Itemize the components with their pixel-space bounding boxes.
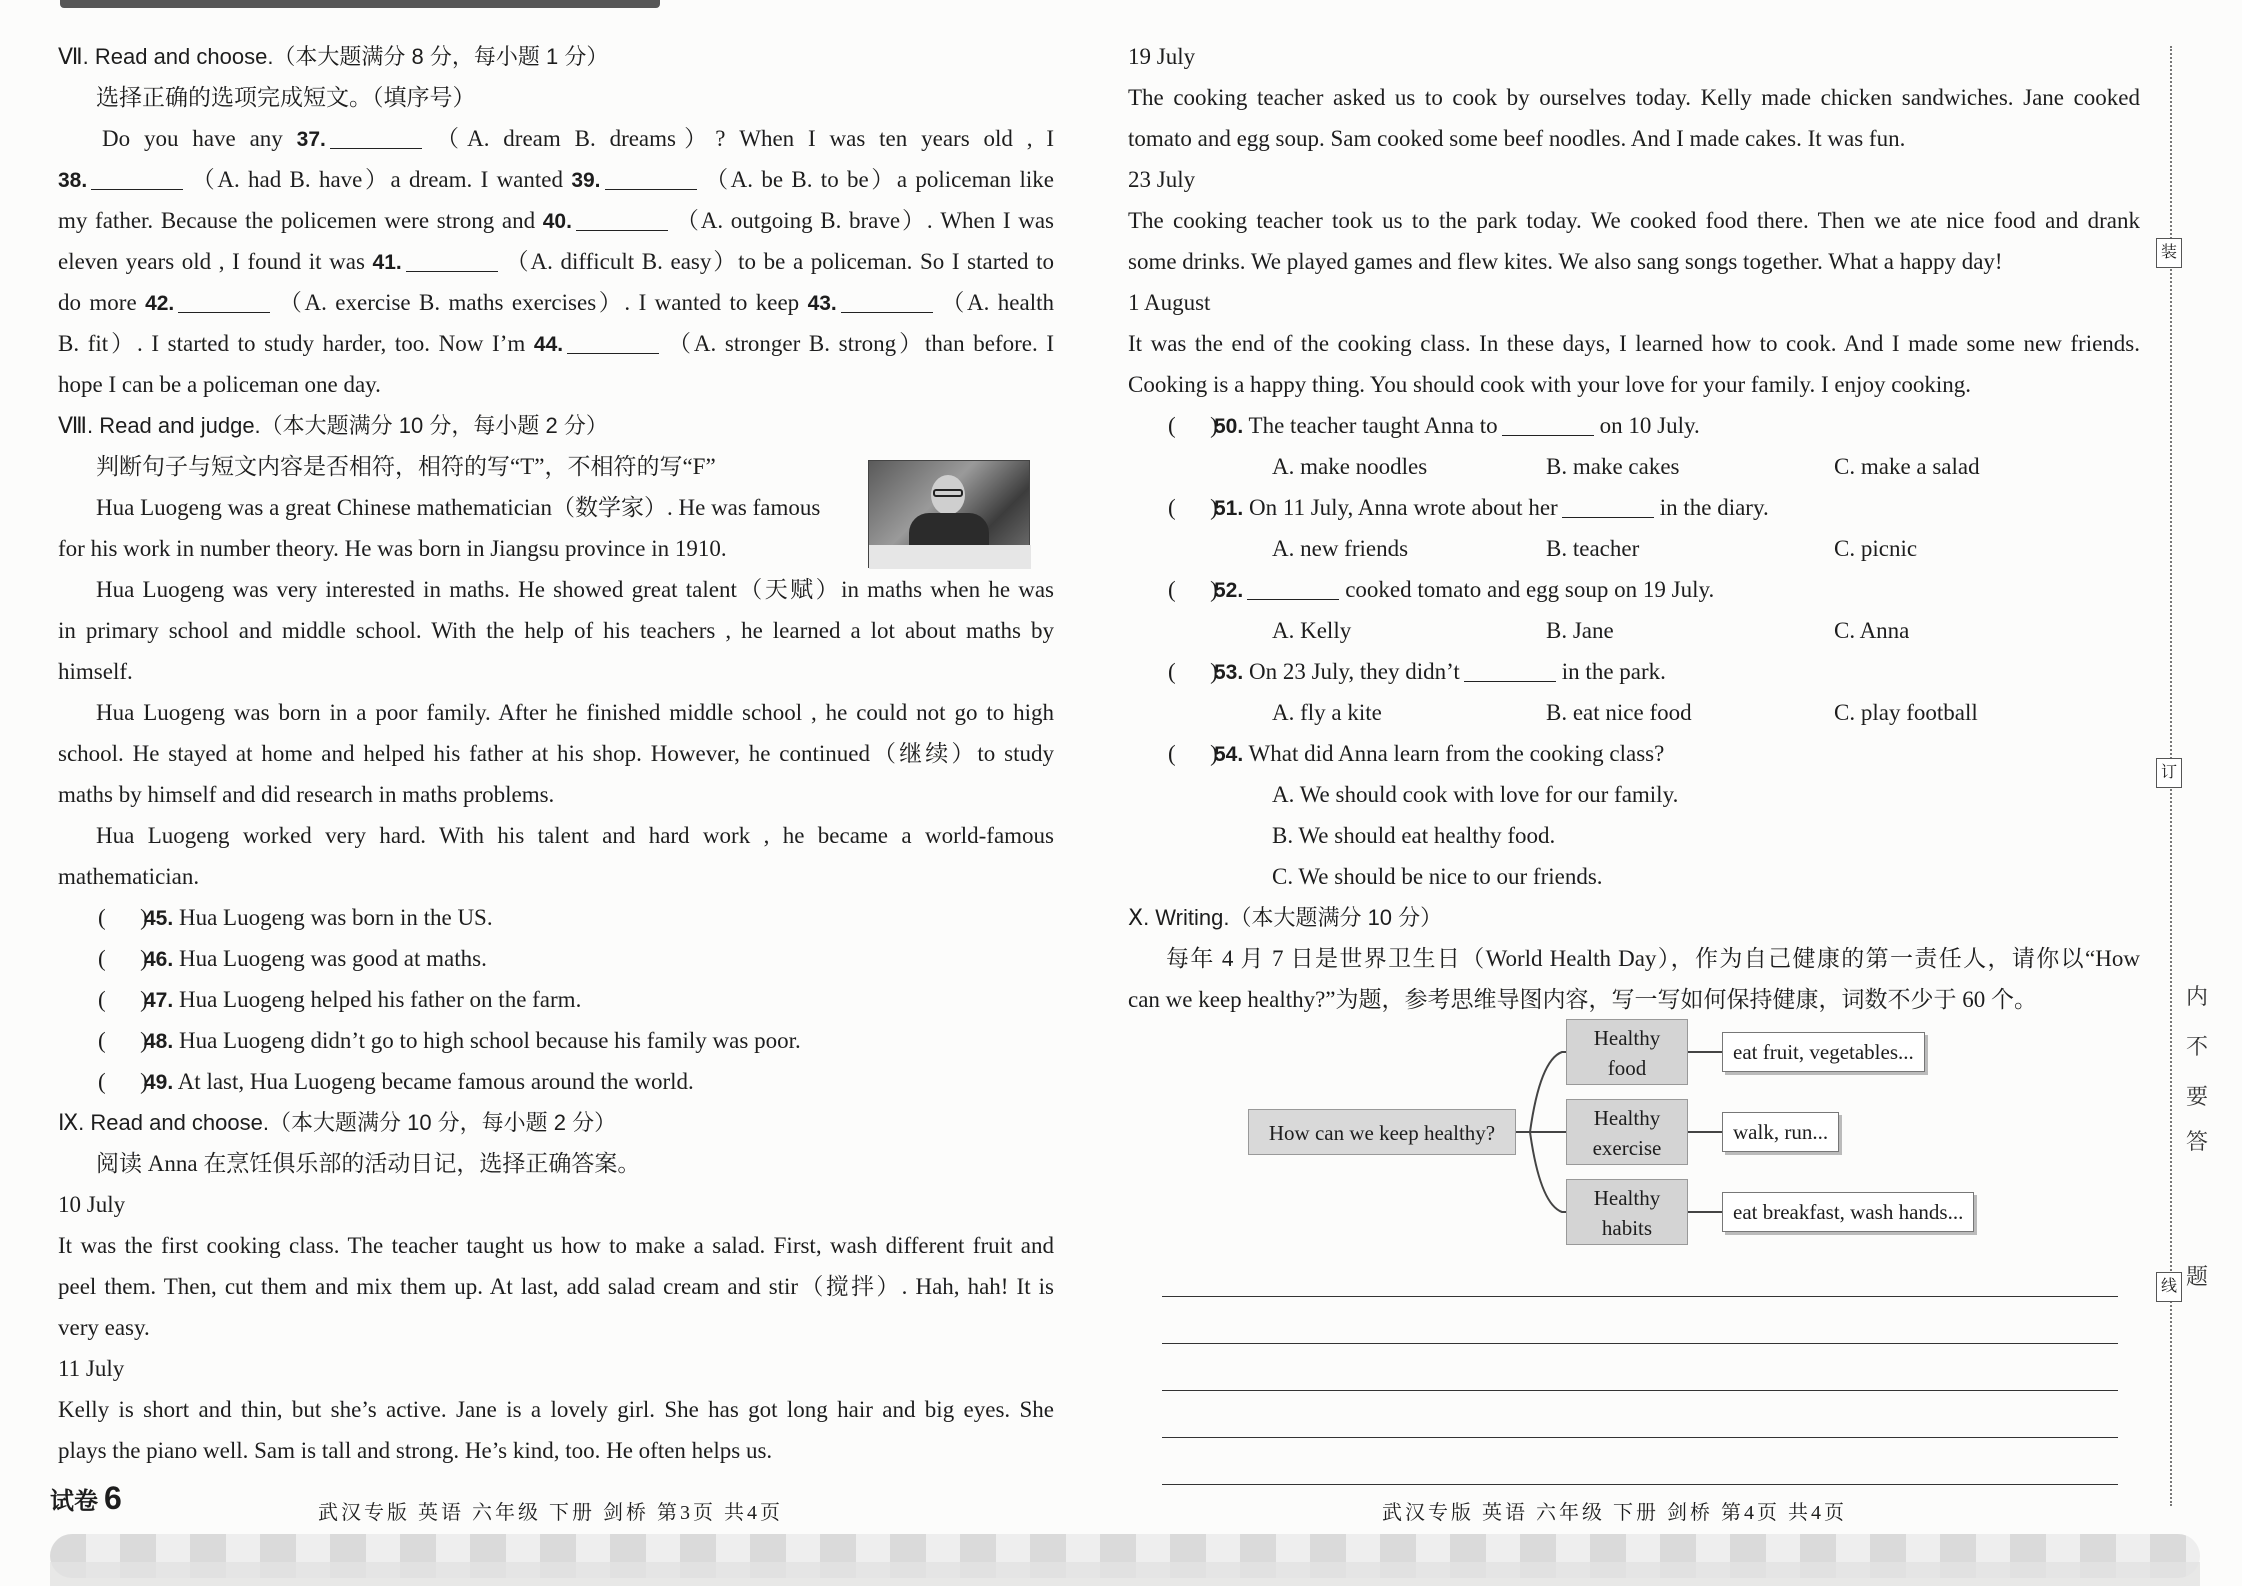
- option-c[interactable]: C. make a salad: [1834, 454, 1980, 479]
- section-8-title: Ⅷ. Read and judge.（本大题满分 10 分，每小题 2 分）: [58, 413, 608, 438]
- diary-line: Cooking is a happy thing. You should cook with your love for your family. I enjoy cooking.: [1128, 372, 1972, 397]
- cloze-line-1: Do you have any 37. （A. dream B. dreams）? When I was ten years old , I: [102, 126, 1054, 151]
- diary-date: 1 August: [1128, 290, 1211, 315]
- option-b[interactable]: B. teacher: [1546, 536, 1640, 561]
- cloze-line-4: eleven years old , I found it was 41. （A. difficult B. easy）to be a policeman. So I started to: [58, 249, 1054, 274]
- mindmap-leaf-food: eat fruit, vegetables...: [1722, 1032, 1925, 1072]
- option-a[interactable]: A. new friends: [1272, 536, 1409, 561]
- question-number: 37.: [296, 128, 326, 151]
- option-c[interactable]: C. Anna: [1834, 618, 1910, 643]
- passage-line: himself.: [58, 659, 133, 684]
- margin-box: 线: [2156, 1272, 2182, 1302]
- mindmap-branch-habits: Healthy habits: [1566, 1179, 1688, 1245]
- margin-box: 装: [2156, 238, 2182, 268]
- option-a[interactable]: A. make noodles: [1272, 454, 1428, 479]
- section-7-title: Ⅶ. Read and choose.（本大题满分 8 分，每小题 1 分）: [58, 44, 609, 69]
- judge-question-45: ( )45. Hua Luogeng was born in the US.: [58, 897, 1054, 938]
- question-50: ( )50. The teacher taught Anna to on 10 July.: [1128, 405, 2140, 446]
- diary-date: 23 July: [1128, 167, 1196, 192]
- cloze-line-3: my father. Because the policemen were strong and 40. （A. outgoing B. brave）. When I was: [58, 208, 1054, 233]
- answer-bracket[interactable]: ( ): [1168, 495, 1218, 520]
- section-9-instruction: 阅读 Anna 在烹饪俱乐部的活动日记，选择正确答案。: [96, 1151, 641, 1176]
- option-c[interactable]: C. picnic: [1834, 536, 1918, 561]
- diary-date: 10 July: [58, 1192, 126, 1217]
- answer-bracket[interactable]: ( ): [1168, 741, 1218, 766]
- mindmap-branch-food: Healthy food: [1566, 1019, 1688, 1085]
- answer-bracket[interactable]: ( ): [1168, 659, 1218, 684]
- judge-question-46: ( )46. Hua Luogeng was good at maths.: [58, 938, 1054, 979]
- question-52: ( )52. cooked tomato and egg soup on 19 July.: [1128, 569, 2140, 610]
- passage-line: in primary school and middle school. With the help of his teachers , he learned a lot about maths by: [58, 618, 1054, 643]
- diary-line: The cooking teacher asked us to cook by ourselves today. Kelly made chicken sandwiches. Jane cooked: [1128, 85, 2140, 110]
- option-b[interactable]: B. make cakes: [1546, 454, 1680, 479]
- passage-line: Hua Luogeng worked very hard. With his talent and hard work , he became a world-famous: [96, 823, 1054, 848]
- writing-line[interactable]: [1162, 1390, 2118, 1391]
- passage-line: for his work in number theory. He was born in Jiangsu province in 1910.: [58, 536, 727, 561]
- diary-date: 19 July: [1128, 44, 1196, 69]
- cloze-line-5: do more 42. （A. exercise B. maths exercises）. I wanted to keep 43. （A. health: [58, 290, 1054, 315]
- diary-line: It was the first cooking class. The teacher taught us how to make a salad. First, wash different fruit and: [58, 1233, 1054, 1258]
- section-10-title: Ⅹ. Writing.（本大题满分 10 分）: [1128, 905, 1443, 930]
- answer-bracket[interactable]: ( ): [98, 1069, 148, 1094]
- section-10-instruction: can we keep healthy?”为题，参考思维导图内容，写一写如何保持健康，词数不少于 60 个。: [1128, 987, 2038, 1012]
- option-a[interactable]: A. We should cook with love for our family.: [1272, 782, 1679, 807]
- diary-line: some drinks. We played games and flew kites. We also sang songs together. What a happy day!: [1128, 249, 2003, 274]
- question-51: ( )51. On 11 July, Anna wrote about her in the diary.: [1128, 487, 2140, 528]
- passage-line: Hua Luogeng was very interested in maths. He showed great talent（天赋）in maths when he was: [96, 577, 1054, 602]
- option-a[interactable]: A. Kelly: [1272, 618, 1352, 643]
- diary-line: It was the end of the cooking class. In these days, I learned how to cook. And I made some new friends.: [1128, 331, 2140, 356]
- writing-line[interactable]: [1162, 1296, 2118, 1297]
- passage-line: Hua Luogeng was born in a poor family. After he finished middle school , he could not go to high: [96, 700, 1054, 725]
- answer-bracket[interactable]: ( ): [98, 946, 148, 971]
- diary-line: Kelly is short and thin, but she’s active. Jane is a lovely girl. She has got long hair and big eyes. She: [58, 1397, 1054, 1422]
- option-c[interactable]: C. We should be nice to our friends.: [1272, 864, 1603, 889]
- mindmap-branch-exercise: Healthy exercise: [1566, 1099, 1688, 1165]
- answer-bracket[interactable]: ( ): [1168, 413, 1218, 438]
- margin-char: 要: [2186, 1084, 2209, 1109]
- option-b[interactable]: B. eat nice food: [1546, 700, 1692, 725]
- cloze-line-7: hope I can be a policeman one day.: [58, 372, 381, 397]
- answer-bracket[interactable]: ( ): [98, 905, 148, 930]
- footer-left: 武汉专版 英语 六年级 下册 剑桥 第3页 共4页: [318, 1502, 783, 1524]
- section-9-title: Ⅸ. Read and choose.（本大题满分 10 分，每小题 2 分）: [58, 1110, 617, 1135]
- option-a[interactable]: A. fly a kite: [1272, 700, 1382, 725]
- option-b[interactable]: B. We should eat healthy food.: [1272, 823, 1556, 848]
- diary-date: 11 July: [58, 1356, 125, 1381]
- passage-line: school. He stayed at home and helped his father at his shop. However, he continued（继续）to study: [58, 741, 1054, 766]
- diary-line: peel them. Then, cut them and mix them up. At last, add salad cream and stir（搅拌）. Hah, hah! It is: [58, 1274, 1054, 1299]
- margin-char: 不: [2186, 1034, 2209, 1059]
- answer-bracket[interactable]: ( ): [98, 987, 148, 1012]
- judge-question-48: ( )48. Hua Luogeng didn’t go to high school because his family was poor.: [58, 1020, 1054, 1061]
- paper-label: 试卷 6: [50, 1480, 122, 1516]
- margin-char: 内: [2186, 984, 2209, 1009]
- diary-line: very easy.: [58, 1315, 150, 1340]
- question-53: ( )53. On 23 July, they didn’t in the park.: [1128, 651, 2140, 692]
- question-54: ( )54. What did Anna learn from the cooking class?: [1128, 733, 2140, 774]
- writing-line[interactable]: [1162, 1343, 2118, 1344]
- cloze-line-6: B. fit）. I started to study harder, too. Now I’m 44. （A. stronger B. strong）than before. I: [58, 331, 1054, 356]
- footer-right: 武汉专版 英语 六年级 下册 剑桥 第4页 共4页: [1382, 1502, 1847, 1524]
- bottom-edge: [50, 1562, 2200, 1586]
- judge-question-49: ( )49. At last, Hua Luogeng became famous around the world.: [58, 1061, 1054, 1102]
- passage-line: maths by himself and did research in maths problems.: [58, 782, 555, 807]
- answer-bracket[interactable]: ( ): [1168, 577, 1218, 602]
- diary-line: The cooking teacher took us to the park today. We cooked food there. Then we ate nice food and drank: [1128, 208, 2140, 233]
- passage-line: Hua Luogeng was a great Chinese mathematician（数学家）. He was famous: [96, 495, 821, 520]
- diary-line: tomato and egg soup. Sam cooked some beef noodles. And I made cakes. It was fun.: [1128, 126, 1906, 151]
- cloze-line-2: 38. （A. had B. have）a dream. I wanted 39. （A. be B. to be）a policeman like: [58, 167, 1054, 192]
- margin-char: 题: [2186, 1264, 2209, 1289]
- judge-question-47: ( )47. Hua Luogeng helped his father on the farm.: [58, 979, 1054, 1020]
- margin-box: 订: [2156, 758, 2182, 788]
- answer-bracket[interactable]: ( ): [98, 1028, 148, 1053]
- diary-line: plays the piano well. Sam is tall and strong. He’s kind, too. He often helps us.: [58, 1438, 773, 1463]
- writing-line[interactable]: [1162, 1437, 2118, 1438]
- margin-char: 答: [2186, 1129, 2209, 1154]
- mindmap-center: How can we keep healthy?: [1248, 1109, 1516, 1155]
- section-8-instruction: 判断句子与短文内容是否相符，相符的写“T”，不相符的写“F”: [96, 454, 716, 479]
- passage-line: mathematician.: [58, 864, 200, 889]
- mindmap-leaf-habits: eat breakfast, wash hands...: [1722, 1192, 1974, 1232]
- mindmap-leaf-exercise: walk, run...: [1722, 1112, 1839, 1152]
- section-10-instruction: 每年 4 月 7 日是世界卫生日（World Health Day），作为自己健康的第一责任人，请你以“How: [1166, 946, 2140, 971]
- writing-line[interactable]: [1162, 1484, 2118, 1485]
- section-7-instruction: 选择正确的选项完成短文。（填序号）: [96, 85, 476, 110]
- option-c[interactable]: C. play football: [1834, 700, 1978, 725]
- option-b[interactable]: B. Jane: [1546, 618, 1614, 643]
